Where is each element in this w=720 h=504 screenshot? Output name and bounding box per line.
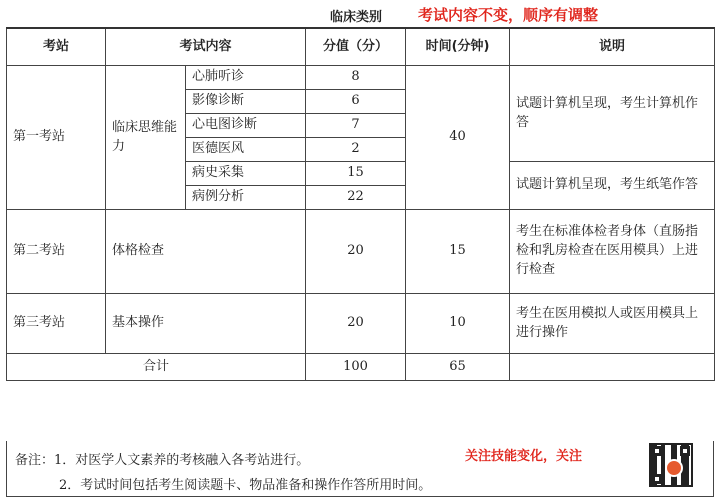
qr-logo-icon	[665, 459, 683, 477]
remark-line-1: 备注：1．对医学人文素养的考核融入各考站进行。	[15, 453, 310, 468]
station1-note-b: 试题计算机呈现，考生纸笔作答	[510, 162, 715, 210]
item-name: 影像诊断	[186, 90, 306, 114]
item-name: 心肺听诊	[186, 66, 306, 90]
station2-content: 体格检查	[106, 210, 306, 294]
remark-line-2: 2．考试时间包括考生阅读题卡、物品准备和操作作答所用时间。	[59, 478, 432, 493]
header-content: 考试内容	[106, 28, 306, 66]
total-row	[7, 354, 715, 381]
total-time: 65	[406, 354, 510, 381]
bottom-red-annotation: 关注技能变化，关注	[465, 449, 583, 464]
item-name: 病史采集	[186, 162, 306, 186]
station2-time: 15	[406, 210, 510, 294]
station3-note: 考生在医用模拟人或医用模具上进行操作	[510, 294, 715, 354]
station2-score: 20	[306, 210, 406, 294]
qr-finder-icon	[652, 474, 662, 484]
table-header-row	[7, 28, 715, 66]
header-notes: 说明	[510, 28, 715, 66]
item-score: 8	[306, 66, 406, 90]
qr-finder-icon	[680, 446, 690, 456]
station1-name: 第一考站	[7, 66, 106, 210]
qr-finder-icon	[652, 446, 662, 456]
item-score: 7	[306, 114, 406, 138]
station3-score: 20	[306, 294, 406, 354]
station2-note: 考生在标准体检者身体（直肠指检和乳房检查在医用模具）上进行检查	[510, 210, 715, 294]
top-header-line	[0, 4, 720, 24]
category-label: 临床类别	[330, 10, 383, 25]
exam-table	[6, 27, 715, 381]
item-score: 22	[306, 186, 406, 210]
table-row	[7, 294, 715, 354]
station3-time: 10	[406, 294, 510, 354]
station3-content: 基本操作	[106, 294, 306, 354]
item-name: 病例分析	[186, 186, 306, 210]
item-name: 心电图诊断	[186, 114, 306, 138]
header-time: 时间(分钟)	[406, 28, 510, 66]
item-score: 6	[306, 90, 406, 114]
station1-note-a: 试题计算机呈现，考生计算机作答	[510, 66, 715, 162]
item-name: 医德医风	[186, 138, 306, 162]
station1-time: 40	[406, 66, 510, 210]
table-row	[7, 210, 715, 294]
total-note-empty	[510, 354, 715, 381]
header-station: 考站	[7, 28, 106, 66]
station1-category: 临床思维能力	[106, 66, 186, 210]
remarks-box	[6, 441, 714, 497]
station2-name: 第二考站	[7, 210, 106, 294]
total-label: 合计	[7, 354, 306, 381]
top-red-annotation: 考试内容不变，顺序有调整	[418, 6, 599, 24]
table-row	[7, 66, 715, 90]
qr-code-icon[interactable]	[649, 443, 693, 487]
header-score: 分值（分）	[306, 28, 406, 66]
item-score: 2	[306, 138, 406, 162]
station3-name: 第三考站	[7, 294, 106, 354]
item-score: 15	[306, 162, 406, 186]
total-score: 100	[306, 354, 406, 381]
